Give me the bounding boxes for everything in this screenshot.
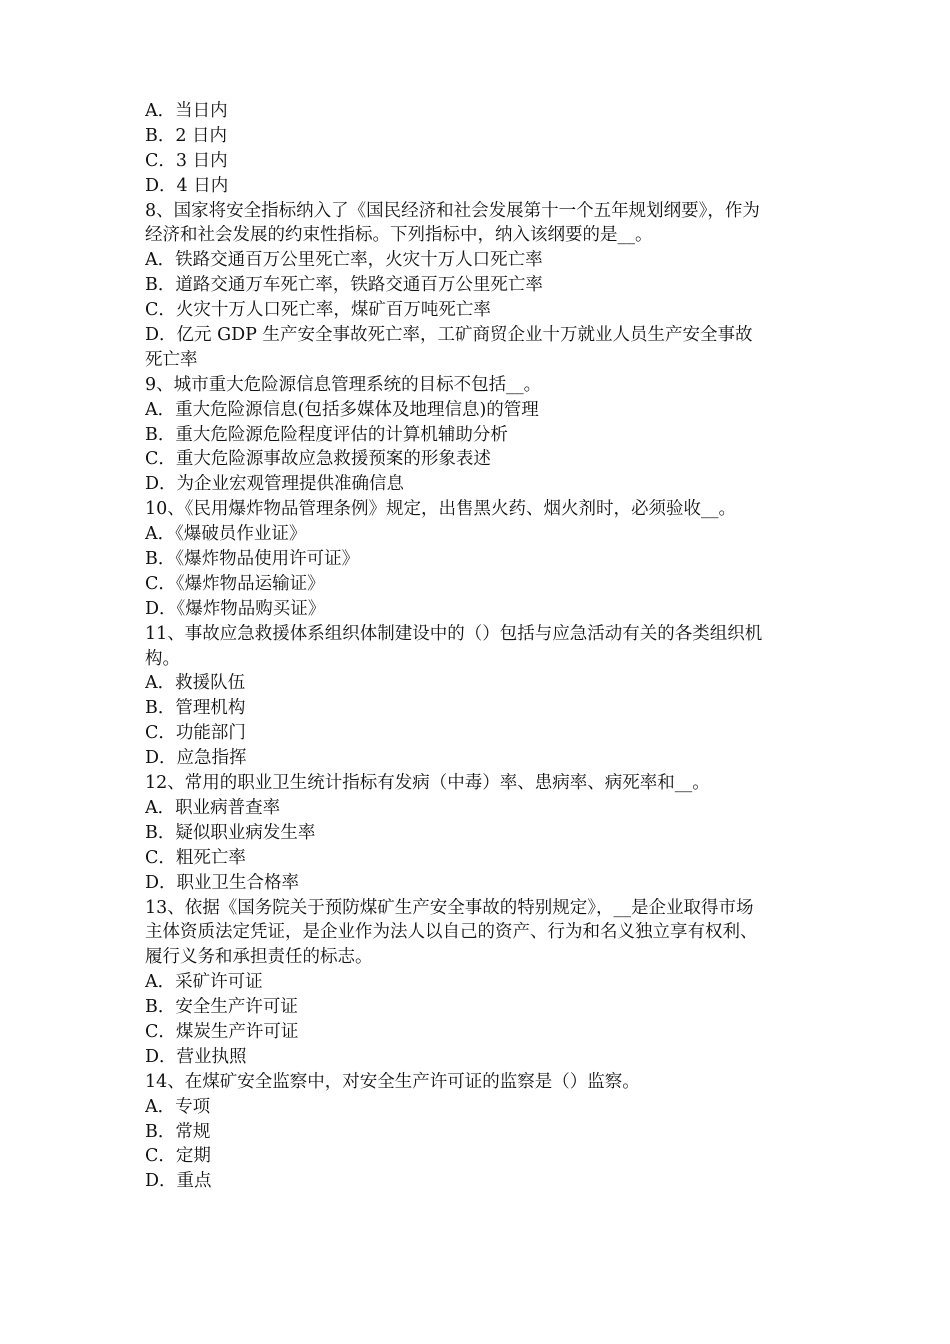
question-text-line: 主体资质法定凭证，是企业作为法人以自己的资产、行为和名义独立享有权利、 xyxy=(145,922,758,943)
option-text-line: C．功能部门 xyxy=(145,723,246,744)
question-text-line: 11、事故应急救援体系组织体制建设中的（）包括与应急活动有关的各类组织机 xyxy=(145,623,763,644)
option-text-line: B．常规 xyxy=(145,1121,211,1142)
answer-option xyxy=(145,970,810,995)
answer-option xyxy=(145,99,810,124)
option-text-line: C．粗死亡率 xyxy=(145,847,246,868)
option-text-line: C．重大危险源事故应急救援预案的形象表述 xyxy=(145,449,491,470)
answer-option xyxy=(145,721,810,746)
option-text-line: A．当日内 xyxy=(145,101,228,121)
option-text-line: B．道路交通万车死亡率，铁路交通百万公里死亡率 xyxy=(145,275,543,296)
answer-option xyxy=(145,522,810,547)
answer-option xyxy=(145,796,810,821)
answer-option xyxy=(145,298,810,323)
answer-option xyxy=(145,149,810,174)
question-stem xyxy=(145,896,810,971)
document-page xyxy=(145,99,810,1194)
answer-option xyxy=(145,572,810,597)
option-text-line: D．重点 xyxy=(145,1171,212,1192)
answer-option xyxy=(145,1169,810,1194)
question-stem xyxy=(145,771,810,796)
option-text-line: B．安全生产许可证 xyxy=(145,997,298,1018)
option-text-line: B．《爆炸物品使用许可证》 xyxy=(145,549,360,570)
option-text-line: A．职业病普查率 xyxy=(145,797,281,818)
option-text-line: D．亿元 GDP 生产安全事故死亡率，工矿商贸企业十万就业人员生产安全事故 xyxy=(145,325,753,346)
question-text-line: 12、常用的职业卫生统计指标有发病（中毒）率、患病率、病死率和__。 xyxy=(145,773,710,794)
question-text-line: 8、国家将安全指标纳入了《国民经济和社会发展第十一个五年规划纲要》，作为 xyxy=(145,200,760,221)
option-text-line: D．《爆炸物品购买证》 xyxy=(145,598,326,619)
question-stem xyxy=(145,199,810,249)
answer-option xyxy=(145,323,810,373)
question-text-line: 经济和社会发展的约束性指标。下列指标中，纳入该纲要的是__。 xyxy=(145,225,653,246)
option-text-line: A．铁路交通百万公里死亡率，火灾十万人口死亡率 xyxy=(145,250,543,271)
answer-option xyxy=(145,1045,810,1070)
answer-option xyxy=(145,846,810,871)
answer-option xyxy=(145,248,810,273)
option-text-line: D．应急指挥 xyxy=(145,748,247,769)
answer-option xyxy=(145,472,810,497)
answer-option xyxy=(145,597,810,622)
answer-option xyxy=(145,398,810,423)
question-stem xyxy=(145,1070,810,1095)
option-text-line: B．2 日内 xyxy=(145,125,228,146)
option-text-line: B．疑似职业病发生率 xyxy=(145,822,316,843)
answer-option xyxy=(145,447,810,472)
answer-option xyxy=(145,1144,810,1169)
option-text-line: B．管理机构 xyxy=(145,698,246,719)
question-stem xyxy=(145,622,810,672)
question-text-line: 10、《民用爆炸物品管理条例》规定，出售黑火药、烟火剂时，必须验收__。 xyxy=(145,499,737,520)
option-text-line: A．救援队伍 xyxy=(145,673,246,694)
option-text-line: B．重大危险源危险程度评估的计算机辅助分析 xyxy=(145,424,508,445)
option-text-line: A．《爆破员作业证》 xyxy=(145,524,307,545)
answer-option xyxy=(145,174,810,199)
option-text-line: A．专项 xyxy=(145,1096,211,1117)
question-text-line: 履行义务和承担责任的标志。 xyxy=(145,947,373,968)
option-text-line: C．火灾十万人口死亡率，煤矿百万吨死亡率 xyxy=(145,300,491,321)
option-text-line: C．定期 xyxy=(145,1146,211,1167)
option-text-line: D．职业卫生合格率 xyxy=(145,872,300,893)
option-text-line: A．重大危险源信息(包括多媒体及地理信息)的管理 xyxy=(145,399,539,420)
answer-option xyxy=(145,1095,810,1120)
option-text-line: D．为企业宏观管理提供准确信息 xyxy=(145,474,405,495)
question-stem xyxy=(145,373,810,398)
answer-option xyxy=(145,1120,810,1145)
answer-option xyxy=(145,1020,810,1045)
question-text-line: 构。 xyxy=(145,648,180,669)
option-text-line: D．4 日内 xyxy=(145,175,229,196)
answer-option xyxy=(145,671,810,696)
option-text-line: A．采矿许可证 xyxy=(145,972,263,993)
answer-option xyxy=(145,871,810,896)
answer-option xyxy=(145,746,810,771)
question-text-line: 9、城市重大危险源信息管理系统的目标不包括__。 xyxy=(145,374,542,395)
answer-option xyxy=(145,821,810,846)
question-stem xyxy=(145,497,810,522)
option-text-line: C．煤炭生产许可证 xyxy=(145,1021,299,1042)
answer-option xyxy=(145,423,810,448)
option-text-line: 死亡率 xyxy=(145,349,198,370)
question-text-line: 14、在煤矿安全监察中，对安全生产许可证的监察是（）监察。 xyxy=(145,1071,640,1092)
answer-option xyxy=(145,547,810,572)
option-text-line: C．3 日内 xyxy=(145,150,228,171)
option-text-line: D．营业执照 xyxy=(145,1046,247,1067)
answer-option xyxy=(145,696,810,721)
answer-option xyxy=(145,995,810,1020)
answer-option xyxy=(145,273,810,298)
option-text-line: C．《爆炸物品运输证》 xyxy=(145,573,325,594)
answer-option xyxy=(145,124,810,149)
question-text-line: 13、依据《国务院关于预防煤矿生产安全事故的特别规定》，__是企业取得市场 xyxy=(145,897,754,918)
